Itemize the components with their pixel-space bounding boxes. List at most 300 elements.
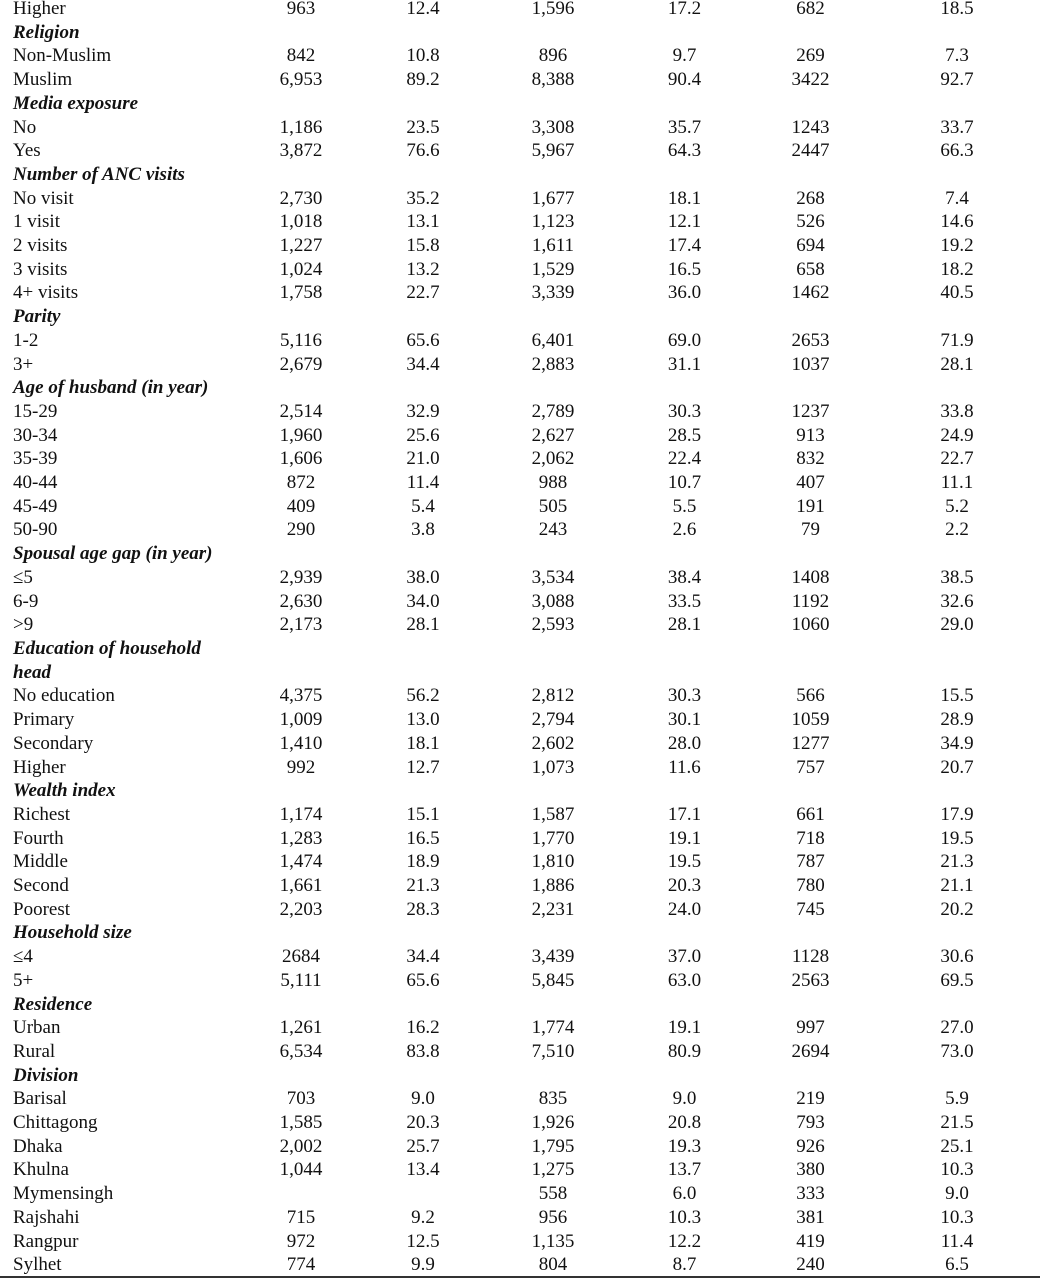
empty-cell [747,661,874,685]
table-row [0,945,1040,969]
value-cell: 3,339 [531,282,575,304]
empty-cell [240,1064,362,1088]
empty-cell [874,993,1040,1017]
section-title: Number of ANC visits [13,163,185,185]
value-cell: 333 [796,1183,825,1205]
row-label: ≤5 [13,566,33,588]
value-cell: 1,135 [531,1230,575,1252]
value-cell: 1128 [791,946,830,968]
value-cell: 5.2 [945,495,969,517]
table-row [0,187,1040,211]
value-cell: 19.3 [667,1135,702,1157]
section-title: Parity [13,306,61,328]
empty-cell [622,637,747,661]
value-cell: 381 [796,1206,825,1228]
section-header-row [0,921,1040,945]
value-cell: 38.5 [940,566,974,588]
value-cell: 9.0 [945,1183,969,1205]
section-title: Media exposure [13,92,139,114]
value-cell: 30.1 [667,709,702,731]
value-cell: 1,758 [279,282,323,304]
value-cell: 31.1 [667,353,702,375]
row-label: 3+ [13,353,34,375]
value-cell: 33.7 [940,116,974,138]
value-cell: 80.9 [667,1040,702,1062]
table-row [0,1158,1040,1182]
empty-cell [362,993,484,1017]
section-title: Household size [13,922,132,944]
empty-cell [484,376,622,400]
value-cell: 1,587 [531,803,575,825]
value-cell: 17.2 [667,0,702,19]
table-row [0,708,1040,732]
value-cell: 1,810 [531,851,575,873]
value-cell: 6,953 [279,69,323,91]
value-cell: 32.9 [406,400,440,422]
value-cell: 20.7 [940,756,974,778]
section-title: Wealth index [13,780,116,802]
value-cell: 842 [286,45,316,67]
value-cell: 22.7 [940,448,974,470]
value-cell: 12.5 [406,1230,440,1252]
value-cell: 11.1 [940,472,974,494]
value-cell: 1,770 [531,827,575,849]
value-cell: 407 [796,472,825,494]
value-cell: 2,062 [531,448,575,470]
empty-cell [484,993,622,1017]
value-cell: 774 [286,1254,316,1276]
value-cell: 2.2 [945,519,969,541]
value-cell: 793 [796,1112,825,1134]
value-cell: 1,174 [279,803,323,825]
section-header-row [0,1064,1040,1088]
value-cell: 992 [286,756,316,778]
value-cell: 13.0 [406,709,440,731]
value-cell: 2,939 [279,566,323,588]
empty-cell [240,92,362,116]
table-row [0,447,1040,471]
value-cell: 25.6 [406,424,440,446]
empty-cell [362,542,484,566]
value-cell: 16.5 [667,258,702,280]
empty-cell [622,661,747,685]
value-cell: 1,186 [279,116,323,138]
value-cell: 15.8 [406,235,440,257]
table-row [0,684,1040,708]
value-cell: 972 [286,1230,316,1252]
value-cell: 30.3 [667,685,702,707]
table-row [0,353,1040,377]
empty-cell [747,376,874,400]
empty-cell [622,92,747,116]
row-label: Poorest [13,898,70,920]
value-cell: 703 [286,1088,316,1110]
table-row [0,613,1040,637]
value-cell: 787 [796,851,825,873]
empty-cell [240,163,362,187]
value-cell: 3.8 [411,519,435,541]
value-cell: 8,388 [531,69,575,91]
value-cell: 64.3 [667,140,702,162]
value-cell: 12.2 [667,1230,702,1252]
table-row [0,1253,1040,1277]
value-cell: 30.3 [667,400,702,422]
value-cell: 268 [796,187,825,209]
section-title: Residence [13,993,93,1015]
value-cell: 1,596 [531,0,575,19]
value-cell: 1,410 [279,732,323,754]
table-row [0,756,1040,780]
table-row [0,281,1040,305]
value-cell: 12.7 [406,756,440,778]
empty-cell [240,376,362,400]
value-cell: 1,261 [279,1017,323,1039]
row-label: Yes [13,140,41,162]
value-cell: 1192 [791,590,830,612]
table-row [0,329,1040,353]
value-cell: 21.5 [940,1112,974,1134]
empty-cell [484,779,622,803]
value-cell: 1,275 [531,1159,575,1181]
value-cell: 1,018 [279,211,323,233]
value-cell: 718 [796,827,825,849]
value-cell: 2,679 [279,353,323,375]
row-label: Middle [13,851,68,873]
section-header-row [0,661,1040,685]
value-cell: 3422 [791,69,830,91]
value-cell [240,1182,362,1206]
empty-cell [747,1064,874,1088]
empty-cell [362,21,484,45]
empty-cell [747,921,874,945]
empty-cell [622,376,747,400]
empty-cell [747,542,874,566]
value-cell: 2,231 [531,898,575,920]
value-cell: 5,845 [531,969,575,991]
value-cell: 20.3 [406,1112,440,1134]
row-label: 1-2 [13,329,39,351]
value-cell: 13.2 [406,258,440,280]
value-cell: 34.4 [406,353,440,375]
value-cell: 20.2 [940,898,974,920]
empty-cell [362,1064,484,1088]
value-cell: 18.2 [940,258,974,280]
value-cell: 1,585 [279,1112,323,1134]
empty-cell [622,779,747,803]
empty-cell [622,1064,747,1088]
row-label: 45-49 [13,495,58,517]
value-cell: 22.4 [667,448,702,470]
value-cell: 2653 [791,329,830,351]
value-cell: 6.0 [672,1183,697,1205]
value-cell: 1,611 [531,235,575,257]
empty-cell [622,163,747,187]
value-cell: 18.1 [667,187,702,209]
value-cell: 2,593 [531,614,575,636]
value-cell: 1277 [791,732,830,754]
row-label: Dhaka [13,1135,63,1157]
section-header-row [0,305,1040,329]
value-cell: 926 [796,1135,825,1157]
row-label: Rural [13,1040,56,1062]
empty-cell [622,21,747,45]
value-cell: 7,510 [531,1040,575,1062]
value-cell: 17.9 [940,803,974,825]
table-row [0,400,1040,424]
value-cell: 1243 [791,116,830,138]
row-label: Higher [13,0,66,19]
table-row [0,566,1040,590]
empty-cell [747,993,874,1017]
value-cell: 1,123 [531,211,575,233]
value-cell: 90.4 [667,69,702,91]
empty-cell [362,305,484,329]
value-cell: 1408 [791,566,830,588]
row-label: No visit [13,187,74,209]
value-cell: 10.3 [667,1206,702,1228]
section-header-row [0,376,1040,400]
empty-cell [484,1064,622,1088]
empty-cell [240,21,362,45]
empty-cell [484,637,622,661]
value-cell: 661 [796,803,825,825]
section-title: Division [13,1064,79,1086]
value-cell: 1,795 [531,1135,575,1157]
value-cell: 745 [796,898,825,920]
value-cell: 8.7 [672,1254,697,1276]
empty-cell [874,661,1040,685]
value-cell: 658 [796,258,825,280]
value-cell: 2,514 [279,400,323,422]
section-title: Age of husband (in year) [13,377,209,399]
value-cell: 5.5 [672,495,697,517]
row-label: Primary [13,709,75,731]
row-label: 30-34 [13,424,58,446]
value-cell: 14.6 [940,211,974,233]
empty-cell [874,21,1040,45]
value-cell: 997 [796,1017,825,1039]
value-cell: 65.6 [406,969,440,991]
table-row [0,969,1040,993]
table-row [0,590,1040,614]
table-row [0,1230,1040,1254]
value-cell: 963 [286,0,316,19]
row-label: Second [13,875,69,897]
empty-cell [747,163,874,187]
value-cell: 2,789 [531,400,575,422]
value-cell: 63.0 [667,969,702,991]
value-cell: 832 [796,448,825,470]
empty-cell [484,921,622,945]
empty-cell [874,92,1040,116]
empty-cell [622,993,747,1017]
value-cell: 2,627 [531,424,575,446]
table-row [0,732,1040,756]
value-cell: 19.1 [667,827,702,849]
value-cell: 27.0 [940,1017,974,1039]
row-label: Rajshahi [13,1206,80,1228]
value-cell: 71.9 [940,329,974,351]
value-cell: 9.0 [672,1088,697,1110]
value-cell: 36.0 [667,282,702,304]
empty-cell [874,637,1040,661]
empty-cell [240,637,362,661]
value-cell: 1,009 [279,709,323,731]
value-cell: 35.2 [406,187,440,209]
value-cell: 65.6 [406,329,440,351]
row-label: 1 visit [13,211,60,233]
value-cell: 10.8 [406,45,440,67]
value-cell: 2,602 [531,732,575,754]
value-cell: 21.3 [406,875,440,897]
value-cell: 2,794 [531,709,575,731]
row-label: No [13,116,37,138]
row-label: 50-90 [13,519,58,541]
row-label: Fourth [13,827,64,849]
row-label: Richest [13,803,70,825]
row-label: Urban [13,1017,61,1039]
value-cell: 3,308 [531,116,575,138]
value-cell: 28.1 [406,614,440,636]
value-cell: 2684 [282,946,320,968]
value-cell: 5,116 [279,329,323,351]
value-cell: 5,967 [531,140,575,162]
value-cell: 83.8 [406,1040,440,1062]
table-row [0,1135,1040,1159]
table-row [0,803,1040,827]
value-cell: 17.1 [667,803,702,825]
value-cell: 34.9 [940,732,974,754]
value-cell: 79 [801,519,820,541]
value-cell: 10.7 [667,472,702,494]
value-cell: 6,534 [279,1040,323,1062]
value-cell: 28.9 [940,709,974,731]
empty-cell [622,542,747,566]
table-row [0,471,1040,495]
empty-cell [240,661,362,685]
value-cell: 2,730 [279,187,323,209]
value-cell: 28.0 [667,732,702,754]
empty-cell [240,779,362,803]
empty-cell [747,21,874,45]
value-cell: 1,044 [279,1159,323,1181]
value-cell: 1,283 [279,827,323,849]
value-cell: 69.0 [667,329,702,351]
value-cell: 419 [796,1230,825,1252]
value-cell: 2,883 [531,353,575,375]
value-cell: 2447 [791,140,830,162]
value-cell: 34.0 [406,590,440,612]
value-cell: 17.4 [667,235,702,257]
empty-cell [484,661,622,685]
value-cell: 10.3 [940,1159,974,1181]
value-cell: 780 [796,875,825,897]
value-cell: 56.2 [406,685,440,707]
value-cell: 21.0 [406,448,440,470]
table-row [0,116,1040,140]
value-cell: 35.7 [667,116,702,138]
row-label: Non-Muslim [13,45,112,67]
value-cell: 19.1 [667,1017,702,1039]
value-cell: 11.4 [940,1230,974,1252]
value-cell: 32.6 [940,590,974,612]
value-cell: 20.3 [667,875,702,897]
empty-cell [484,163,622,187]
table-row [0,495,1040,519]
row-label: Rangpur [13,1230,79,1252]
value-cell: 7.4 [945,187,969,209]
value-cell: 243 [538,519,568,541]
value-cell: 9.7 [672,45,697,67]
value-cell: 69.5 [940,969,974,991]
table-row [0,1040,1040,1064]
row-label: Secondary [13,732,94,754]
table-row [0,1087,1040,1111]
value-cell: 16.2 [406,1017,440,1039]
value-cell: 21.1 [940,875,974,897]
row-label: Chittagong [13,1112,98,1134]
table-row [0,68,1040,92]
section-header-row [0,92,1040,116]
value-cell: 3,088 [531,590,575,612]
table-row [0,424,1040,448]
value-cell: 28.3 [406,898,440,920]
value-cell: 1,677 [531,187,575,209]
row-label: 15-29 [13,400,58,422]
row-label: 40-44 [13,472,58,494]
value-cell: 2,173 [279,614,323,636]
value-cell: 30.6 [940,946,974,968]
value-cell: 872 [286,472,316,494]
section-header-row [0,163,1040,187]
empty-cell [484,92,622,116]
value-cell: 2694 [791,1040,830,1062]
value-cell: 33.8 [940,400,974,422]
empty-cell [874,921,1040,945]
value-cell: 1,606 [279,448,323,470]
value-cell: 2,002 [279,1135,323,1157]
value-cell: 19.2 [940,235,974,257]
value-cell: 9.2 [411,1206,435,1228]
value-cell: 73.0 [940,1040,974,1062]
value-cell: 1,661 [279,875,323,897]
value-cell: 37.0 [667,946,702,968]
value-cell: 1,774 [531,1017,575,1039]
value-cell: 9.0 [411,1088,435,1110]
value-cell: 11.6 [668,756,701,778]
value-cell: 5,111 [280,969,322,991]
table-row [0,850,1040,874]
empty-cell [622,921,747,945]
value-cell: 240 [796,1254,825,1276]
section-title: head [13,661,51,683]
value-cell: 38.4 [667,566,702,588]
value-cell: 2563 [791,969,830,991]
row-label: 5+ [13,969,34,991]
section-title: Spousal age gap (in year) [13,543,213,565]
section-title: Education of household [13,637,201,659]
value-cell: 6.5 [945,1254,969,1276]
empty-cell [362,92,484,116]
value-cell: 7.3 [945,45,969,67]
value-cell: 5.9 [945,1088,969,1110]
value-cell: 1,960 [279,424,323,446]
value-cell: 1,073 [531,756,575,778]
value-cell: 505 [538,495,568,517]
empty-cell [747,305,874,329]
table-row [0,898,1040,922]
row-label: 4+ visits [13,282,79,304]
